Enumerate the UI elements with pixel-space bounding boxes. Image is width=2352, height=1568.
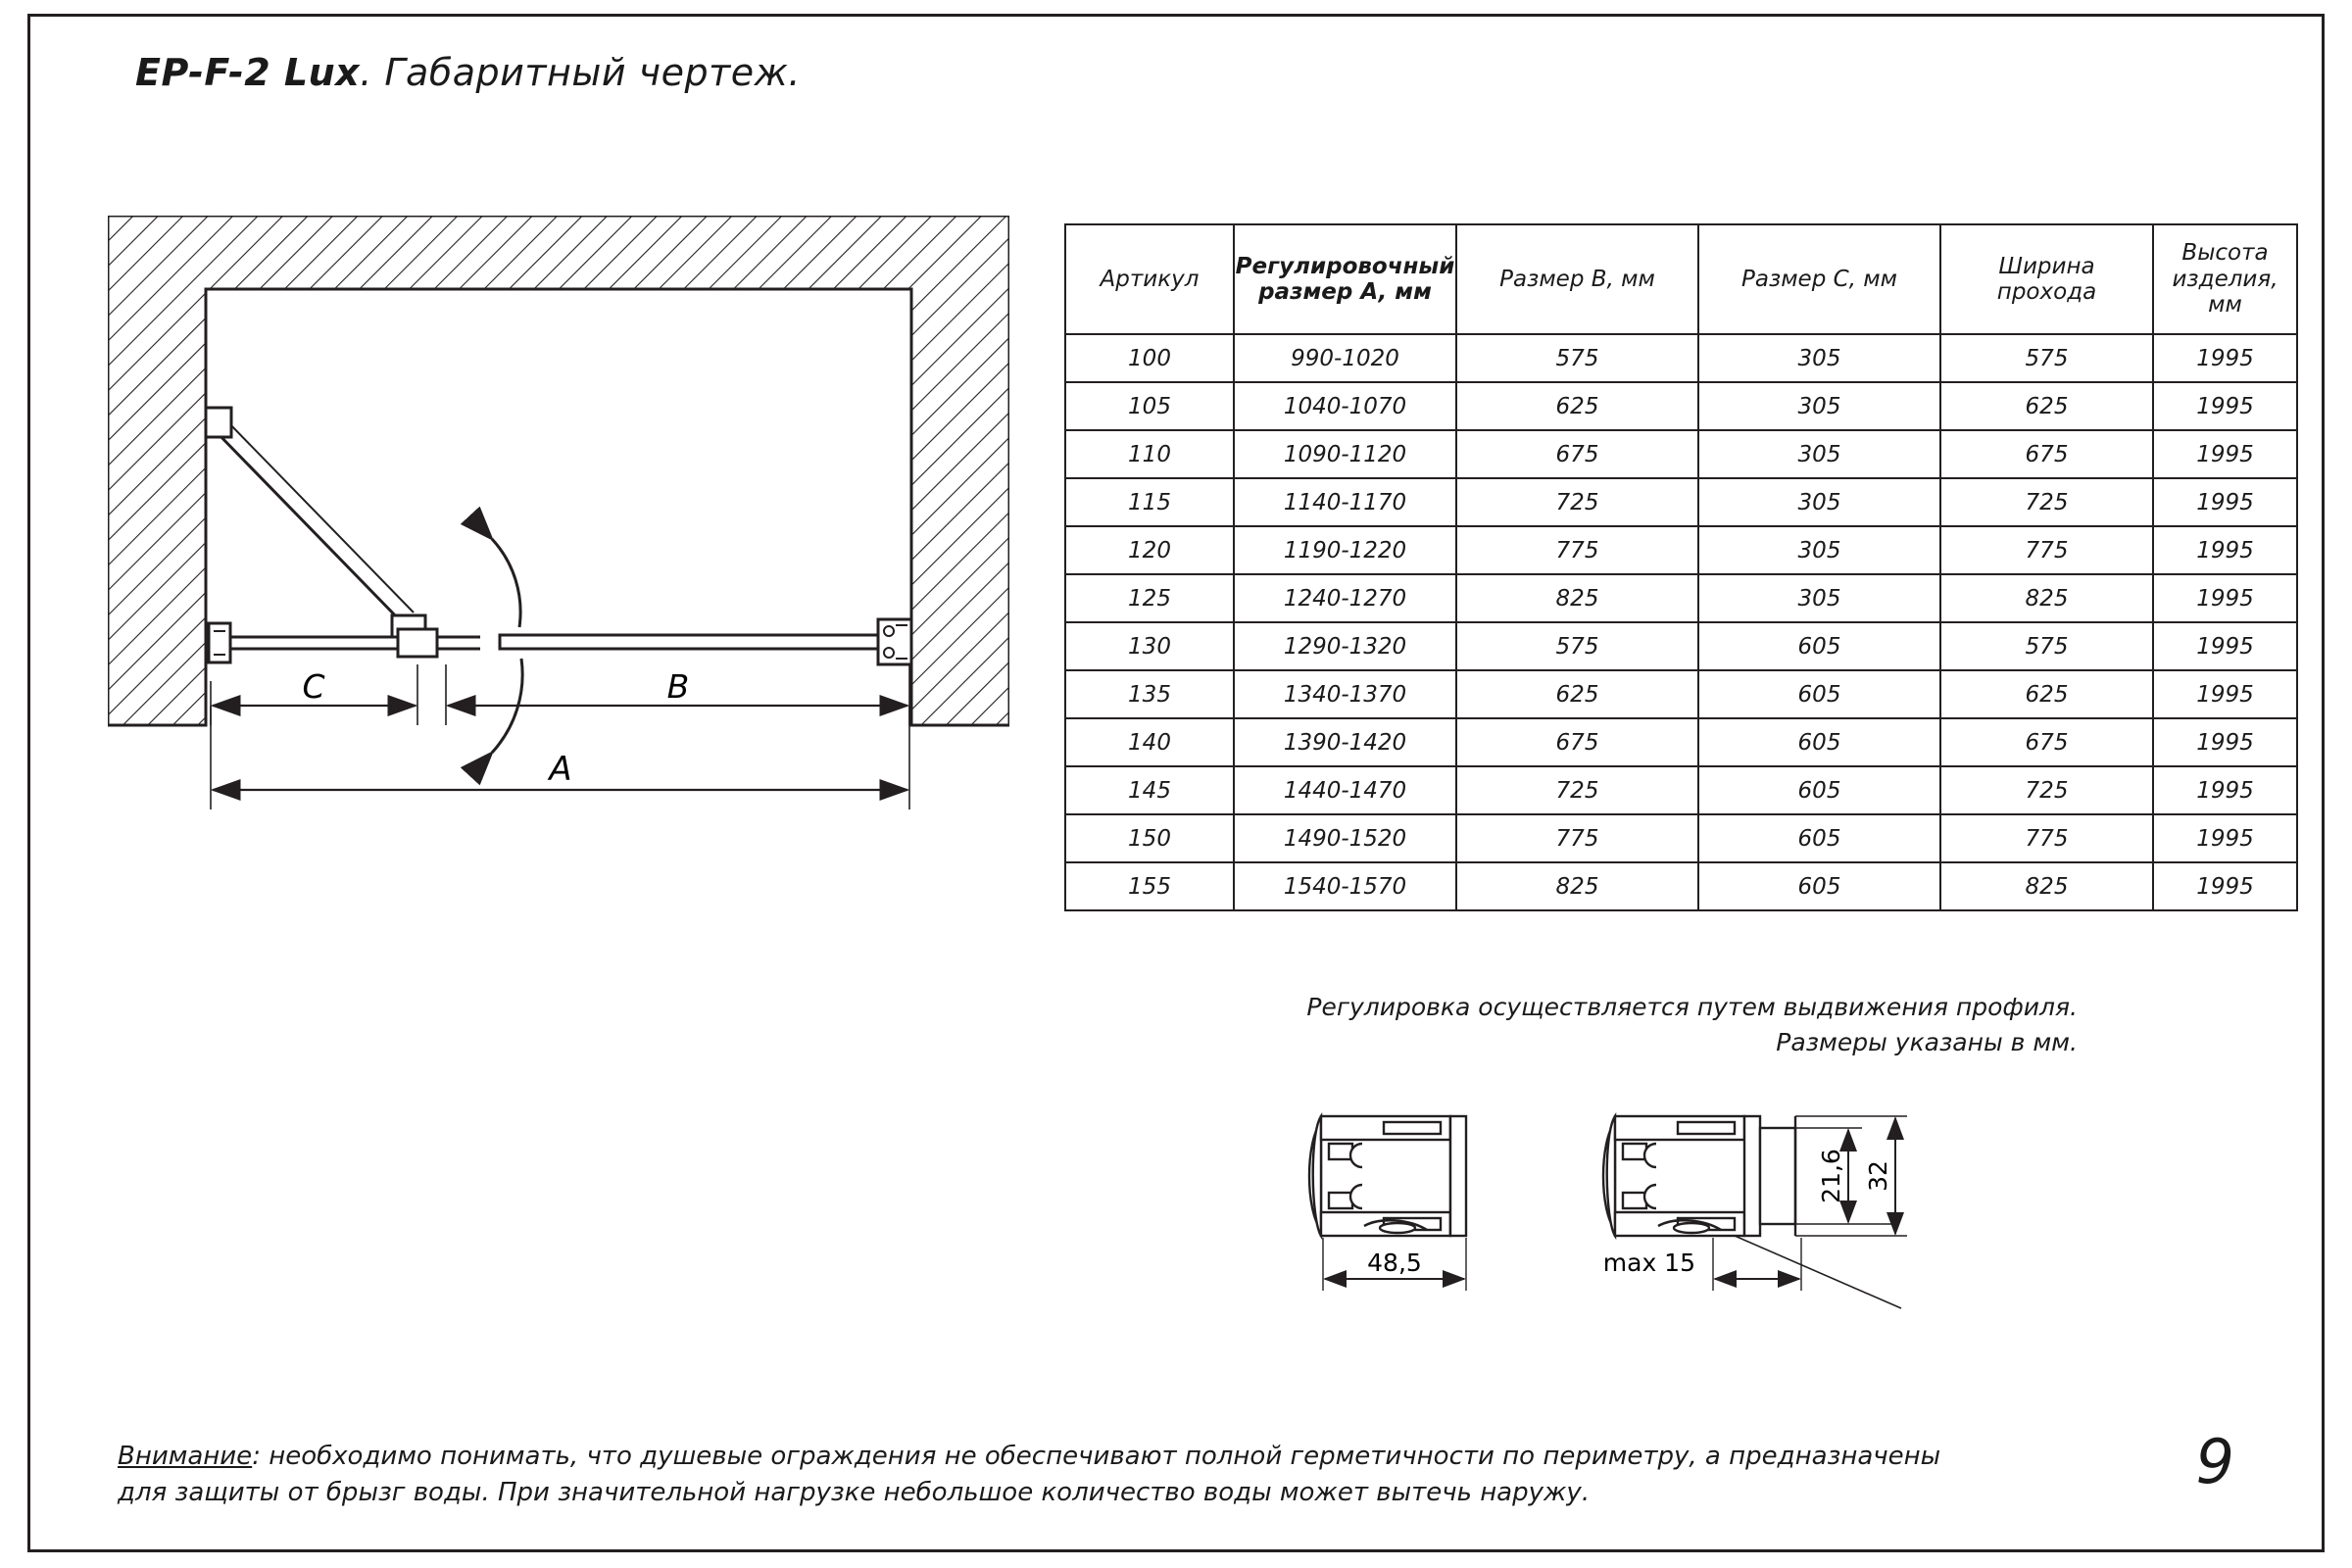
cell-size-b: 825 (1456, 574, 1698, 622)
cell-size-a: 1440-1470 (1234, 766, 1456, 814)
header-passage-width (1940, 224, 2153, 334)
header-article: Артикул (1065, 224, 1234, 334)
adjustment-note (1215, 990, 2078, 1061)
table-row (1065, 670, 2297, 718)
cell-size-c: 605 (1698, 670, 1940, 718)
cell-article: 145 (1065, 766, 1234, 814)
cell-article: 135 (1065, 670, 1234, 718)
profile-left-dimension (1323, 1238, 1466, 1291)
dimension-c (211, 664, 417, 725)
cell-article: 110 (1065, 430, 1234, 478)
support-bar (206, 408, 425, 643)
cell-size-c: 605 (1698, 862, 1940, 910)
swing-door-b (500, 619, 911, 664)
profile-right-dimension (1603, 1238, 1801, 1291)
dimension-label-a: A (549, 750, 572, 789)
cell-size-b: 825 (1456, 862, 1698, 910)
cell-size-b: 775 (1456, 814, 1698, 862)
cell-size-a: 1140-1170 (1234, 478, 1456, 526)
warning-line-1 (118, 1439, 2058, 1475)
cell-size-b: 675 (1456, 430, 1698, 478)
table-header-row (1065, 224, 2297, 334)
cell-size-c: 305 (1698, 430, 1940, 478)
cell-product-height: 1995 (2153, 526, 2297, 574)
cell-article: 125 (1065, 574, 1234, 622)
cell-product-height: 1995 (2153, 622, 2297, 670)
table-row (1065, 478, 2297, 526)
warning-line1-text: : необходимо понимать, что душевые ограждения не обеспечивают полной герметичности по периметру, а предназначены (252, 1442, 1941, 1471)
cell-product-height: 1995 (2153, 574, 2297, 622)
profile-max-dimension-label: max 15 (1602, 1249, 1695, 1277)
cell-passage-width: 775 (1940, 814, 2153, 862)
table-row (1065, 334, 2297, 382)
profile-section-left (1309, 1116, 1466, 1236)
cell-size-a: 1290-1320 (1234, 622, 1456, 670)
table-row (1065, 574, 2297, 622)
cell-size-a: 1190-1220 (1234, 526, 1456, 574)
cell-passage-width: 675 (1940, 718, 2153, 766)
header-product-height-line1: Высота (2181, 240, 2269, 267)
cell-size-c: 305 (1698, 574, 1940, 622)
dimension-label-c: C (302, 667, 325, 706)
dimension-label-b: B (666, 667, 690, 706)
cell-size-a: 1240-1270 (1234, 574, 1456, 622)
profile-outer-dimension-label: 32 (1864, 1160, 1892, 1192)
cell-product-height: 1995 (2153, 862, 2297, 910)
warning-text (118, 1439, 2058, 1511)
spec-table (1064, 223, 2298, 911)
table-row (1065, 814, 2297, 862)
warning-label: Внимание (118, 1442, 253, 1471)
cell-passage-width: 625 (1940, 670, 2153, 718)
cell-product-height: 1995 (2153, 718, 2297, 766)
profile-sections-drawing (1303, 1083, 2127, 1367)
cell-article: 155 (1065, 862, 1234, 910)
cell-passage-width: 575 (1940, 334, 2153, 382)
cell-article: 140 (1065, 718, 1234, 766)
header-adjust-size-line1: Регулировочный (1235, 253, 1455, 279)
profile-left-dimension-label: 48,5 (1367, 1249, 1422, 1277)
cell-size-c: 605 (1698, 814, 1940, 862)
cell-passage-width: 825 (1940, 862, 2153, 910)
profile-inner-dimension-label: 21,6 (1817, 1149, 1845, 1203)
profile-section-right (1603, 1116, 1795, 1236)
page-title (135, 51, 801, 94)
cell-article: 100 (1065, 334, 1234, 382)
header-product-height (2153, 224, 2297, 334)
cell-size-c: 605 (1698, 622, 1940, 670)
header-adjust-size (1234, 224, 1456, 334)
cell-size-c: 305 (1698, 334, 1940, 382)
cell-size-b: 725 (1456, 478, 1698, 526)
cell-size-b: 575 (1456, 622, 1698, 670)
cell-size-a: 1540-1570 (1234, 862, 1456, 910)
cell-article: 120 (1065, 526, 1234, 574)
cell-passage-width: 825 (1940, 574, 2153, 622)
cell-size-b: 575 (1456, 334, 1698, 382)
cell-passage-width: 725 (1940, 766, 2153, 814)
plan-drawing (108, 216, 1009, 902)
cell-size-b: 725 (1456, 766, 1698, 814)
cell-size-a: 1040-1070 (1234, 382, 1456, 430)
cell-size-c: 305 (1698, 382, 1940, 430)
cell-size-c: 605 (1698, 718, 1940, 766)
cell-product-height: 1995 (2153, 478, 2297, 526)
cell-product-height: 1995 (2153, 334, 2297, 382)
header-passage-width-line1: Ширина (1998, 253, 2095, 279)
dimension-a (211, 706, 909, 809)
table-row (1065, 718, 2297, 766)
cell-passage-width: 675 (1940, 430, 2153, 478)
header-size-c: Размер C, мм (1698, 224, 1940, 334)
adjustment-note-line1: Регулировка осуществляется путем выдвижения профиля. (1306, 993, 2078, 1021)
cell-product-height: 1995 (2153, 766, 2297, 814)
cell-size-a: 1390-1420 (1234, 718, 1456, 766)
table-row (1065, 382, 2297, 430)
table-row (1065, 862, 2297, 910)
title-subtitle: . Габаритный чертеж. (360, 51, 801, 94)
cell-article: 150 (1065, 814, 1234, 862)
cell-product-height: 1995 (2153, 430, 2297, 478)
cell-article: 105 (1065, 382, 1234, 430)
table-row (1065, 526, 2297, 574)
header-product-height-line2: изделия, (2172, 266, 2278, 292)
cell-size-b: 625 (1456, 670, 1698, 718)
cell-product-height: 1995 (2153, 670, 2297, 718)
table-row (1065, 766, 2297, 814)
table-row (1065, 622, 2297, 670)
cell-size-c: 305 (1698, 526, 1940, 574)
cell-product-height: 1995 (2153, 382, 2297, 430)
cell-size-a: 1490-1520 (1234, 814, 1456, 862)
cell-size-a: 1340-1370 (1234, 670, 1456, 718)
cell-passage-width: 625 (1940, 382, 2153, 430)
cell-passage-width: 775 (1940, 526, 2153, 574)
header-product-height-line3: мм (2208, 292, 2242, 318)
cell-size-b: 675 (1456, 718, 1698, 766)
product-code: EP-F-2 Lux (135, 51, 361, 94)
table-row (1065, 430, 2297, 478)
fixed-panel-c (209, 623, 480, 662)
cell-size-b: 775 (1456, 526, 1698, 574)
header-adjust-size-line2: размер A, мм (1258, 279, 1432, 305)
cell-size-c: 305 (1698, 478, 1940, 526)
warning-line-2: для защиты от брызг воды. При значительной нагрузке небольшое количество воды может вытечь наружу. (118, 1477, 1591, 1507)
cell-article: 115 (1065, 478, 1234, 526)
cell-passage-width: 575 (1940, 622, 2153, 670)
cell-size-c: 605 (1698, 766, 1940, 814)
cell-size-a: 990-1020 (1234, 334, 1456, 382)
cell-size-b: 625 (1456, 382, 1698, 430)
table-body (1065, 334, 2297, 910)
cell-product-height: 1995 (2153, 814, 2297, 862)
header-size-b: Размер B, мм (1456, 224, 1698, 334)
adjustment-note-line2: Размеры указаны в мм. (1776, 1028, 2078, 1057)
cell-article: 130 (1065, 622, 1234, 670)
cell-passage-width: 725 (1940, 478, 2153, 526)
cell-size-a: 1090-1120 (1234, 430, 1456, 478)
header-passage-width-line2: прохода (1996, 279, 2097, 305)
page-number: 9 (2195, 1426, 2234, 1497)
